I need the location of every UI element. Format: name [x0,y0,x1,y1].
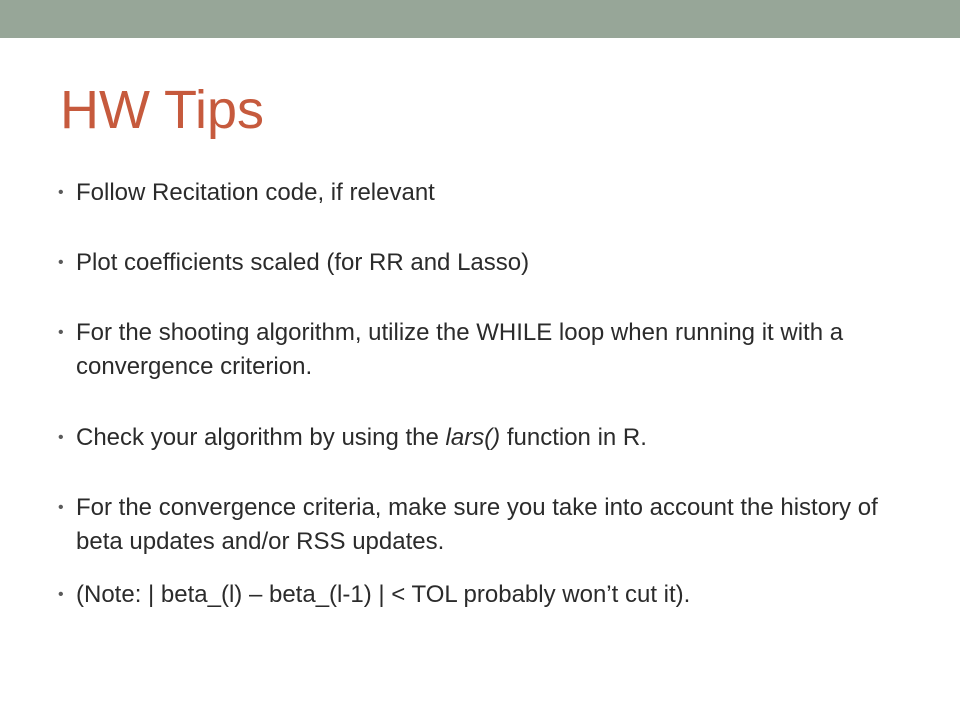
bullet-dot-icon: • [58,429,64,446]
slide-title: HW Tips [60,80,265,140]
bullet-text: Plot coefficients scaled (for RR and Lasso) [76,249,530,276]
bullet-item [58,578,906,612]
bullet-text-start: Check your algorithm by using the [76,424,446,451]
bullet-text: Follow Recitation code, if relevant [76,179,435,206]
bullet-text: For the shooting algorithm, utilize the WHILE loop when running it with a convergence criterion. [76,319,844,380]
bullet-dot-icon: • [58,324,64,341]
top-accent-bar [0,0,960,38]
function-name: lars() [445,424,501,451]
bullet-dot-icon: • [58,254,64,271]
bullet-text-end: function in R. [500,424,647,451]
bullet-text: (Note: | beta_(l) – beta_(l-1) | < TOL probably won’t cut it). [76,581,691,608]
bullet-item [58,316,906,384]
bullet-text: For the convergence criteria, make sure you take into account the history of beta updates and/or RSS updates. [76,494,878,555]
bullet-dot-icon: • [58,184,64,201]
bullet-item [58,421,906,455]
bullet-item [58,491,906,559]
bullet-item [58,246,906,280]
bullet-dot-icon: • [58,499,64,516]
bullet-text [76,421,906,455]
bullet-dot-icon: • [58,586,64,603]
bullet-item [58,176,906,210]
